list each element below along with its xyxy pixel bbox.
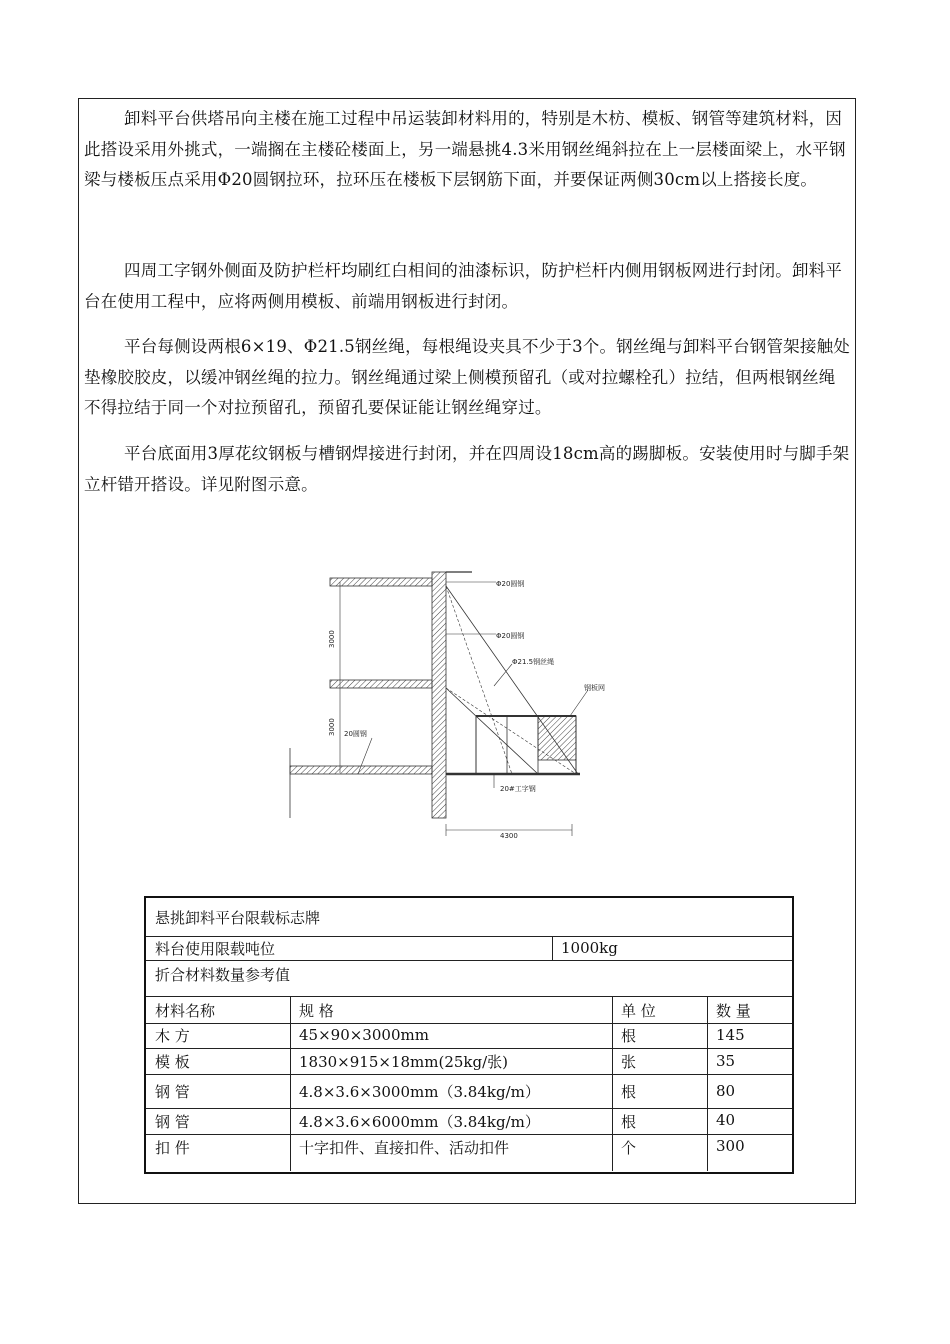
table-cell-1: 十字扣件、直接扣件、活动扣件 <box>299 1139 510 1157</box>
slab-top <box>330 578 432 586</box>
table-cell-2: 根 <box>621 1082 637 1101</box>
ref-title-row <box>146 960 792 996</box>
table-cell-0: 扣 件 <box>155 1139 190 1157</box>
label-rod-left: 20圆钢 <box>344 730 367 738</box>
table-row <box>146 1108 792 1135</box>
paragraph-2: 四周工字钢外侧面及防护栏杆均刷红白相间的油漆标识，防护栏杆内侧用钢板网进行封闭。卸料平台在使用工程中，应将两侧用模板、前端用钢板进行封闭。 <box>84 261 843 311</box>
header-cell-3: 数 量 <box>716 1001 751 1020</box>
table-cell-1: 1830×915×18mm(25kg/张) <box>299 1052 509 1071</box>
label-i-beam: 20#工字钢 <box>500 785 536 793</box>
sign-title-row <box>146 898 792 937</box>
table-cell-2: 个 <box>621 1139 637 1157</box>
table-cell-2: 根 <box>621 1113 637 1131</box>
label-rod-top: Φ20圆钢 <box>496 580 525 588</box>
slab-bottom <box>290 766 432 774</box>
table-cell-1: 4.8×3.6×3000mm（3.84kg/m） <box>299 1082 540 1101</box>
limit-label: 料台使用限载吨位 <box>155 939 276 958</box>
table-cell-3: 300 <box>716 1137 745 1155</box>
dim-span: 4300 <box>500 832 518 840</box>
table-row <box>146 1134 792 1171</box>
sign-title: 悬挑卸料平台限载标志牌 <box>155 908 321 927</box>
platform-section-diagram <box>280 568 605 840</box>
header-cell-2: 单 位 <box>621 1001 656 1020</box>
table-row <box>146 1022 792 1049</box>
ref-title: 折合材料数量参考值 <box>155 966 291 984</box>
dim-height-upper: 3000 <box>328 630 336 648</box>
slab-middle <box>330 680 432 688</box>
load-limit-sign <box>144 896 794 1174</box>
limit-value: 1000kg <box>561 939 618 957</box>
table-row <box>146 1048 792 1075</box>
limit-row <box>146 936 792 961</box>
label-wire-rope: Φ21.5钢丝绳 <box>512 658 555 666</box>
table-cell-3: 35 <box>716 1052 736 1070</box>
label-mesh: 钢板网 <box>584 684 605 692</box>
table-cell-0: 钢 管 <box>155 1113 190 1131</box>
wall <box>432 572 446 818</box>
table-cell-3: 80 <box>716 1082 736 1100</box>
table-cell-3: 145 <box>716 1026 745 1044</box>
paragraph-3: 平台每侧设两根6×19、Φ21.5钢丝绳，每根绳设夹具不少于3个。钢丝绳与卸料平台钢管架接触处垫橡胶胶皮，以缓冲钢丝绳的拉力。钢丝绳通过梁上侧模预留孔（或对拉螺栓孔）拉结，但两根钢丝绳不得拉结于同一个对拉预留孔，预留孔要保证能让钢丝绳穿过。 <box>84 337 850 417</box>
table-cell-3: 40 <box>716 1111 736 1129</box>
paragraph-1: 卸料平台供塔吊向主楼在施工过程中吊运装卸材料用的，特别是木枋、模板、钢管等建筑材料，因此搭设采用外挑式，一端搁在主楼砼楼面上，另一端悬挑4.3米用钢丝绳斜拉在上一层楼面梁上，水平钢梁与楼板压点采用Φ20圆钢拉环，拉环压在楼板下层钢筋下面，并要保证两侧30cm以上搭接长度。 <box>84 109 846 189</box>
table-cell-0: 木 方 <box>155 1026 190 1045</box>
table-row <box>146 1074 792 1109</box>
table-cell-1: 4.8×3.6×6000mm（3.84kg/m） <box>299 1113 540 1131</box>
label-rod-mid: Φ20圆钢 <box>496 632 525 640</box>
paragraph-4: 平台底面用3厚花纹钢板与槽钢焊接进行封闭，并在四周设18cm高的踢脚板。安装使用时与脚手架立杆错开搭设。详见附图示意。 <box>84 444 850 494</box>
table-cell-2: 张 <box>621 1052 637 1071</box>
table-cell-1: 45×90×3000mm <box>299 1026 429 1044</box>
table-cell-0: 钢 管 <box>155 1082 190 1101</box>
steel-mesh <box>538 716 576 760</box>
dim-height-lower: 3000 <box>328 718 336 736</box>
table-cell-2: 根 <box>621 1026 637 1045</box>
header-cell-1: 规 格 <box>299 1001 334 1020</box>
header-cell-0: 材料名称 <box>155 1001 216 1020</box>
table-header-row <box>146 996 792 1024</box>
table-cell-0: 模 板 <box>155 1052 190 1071</box>
